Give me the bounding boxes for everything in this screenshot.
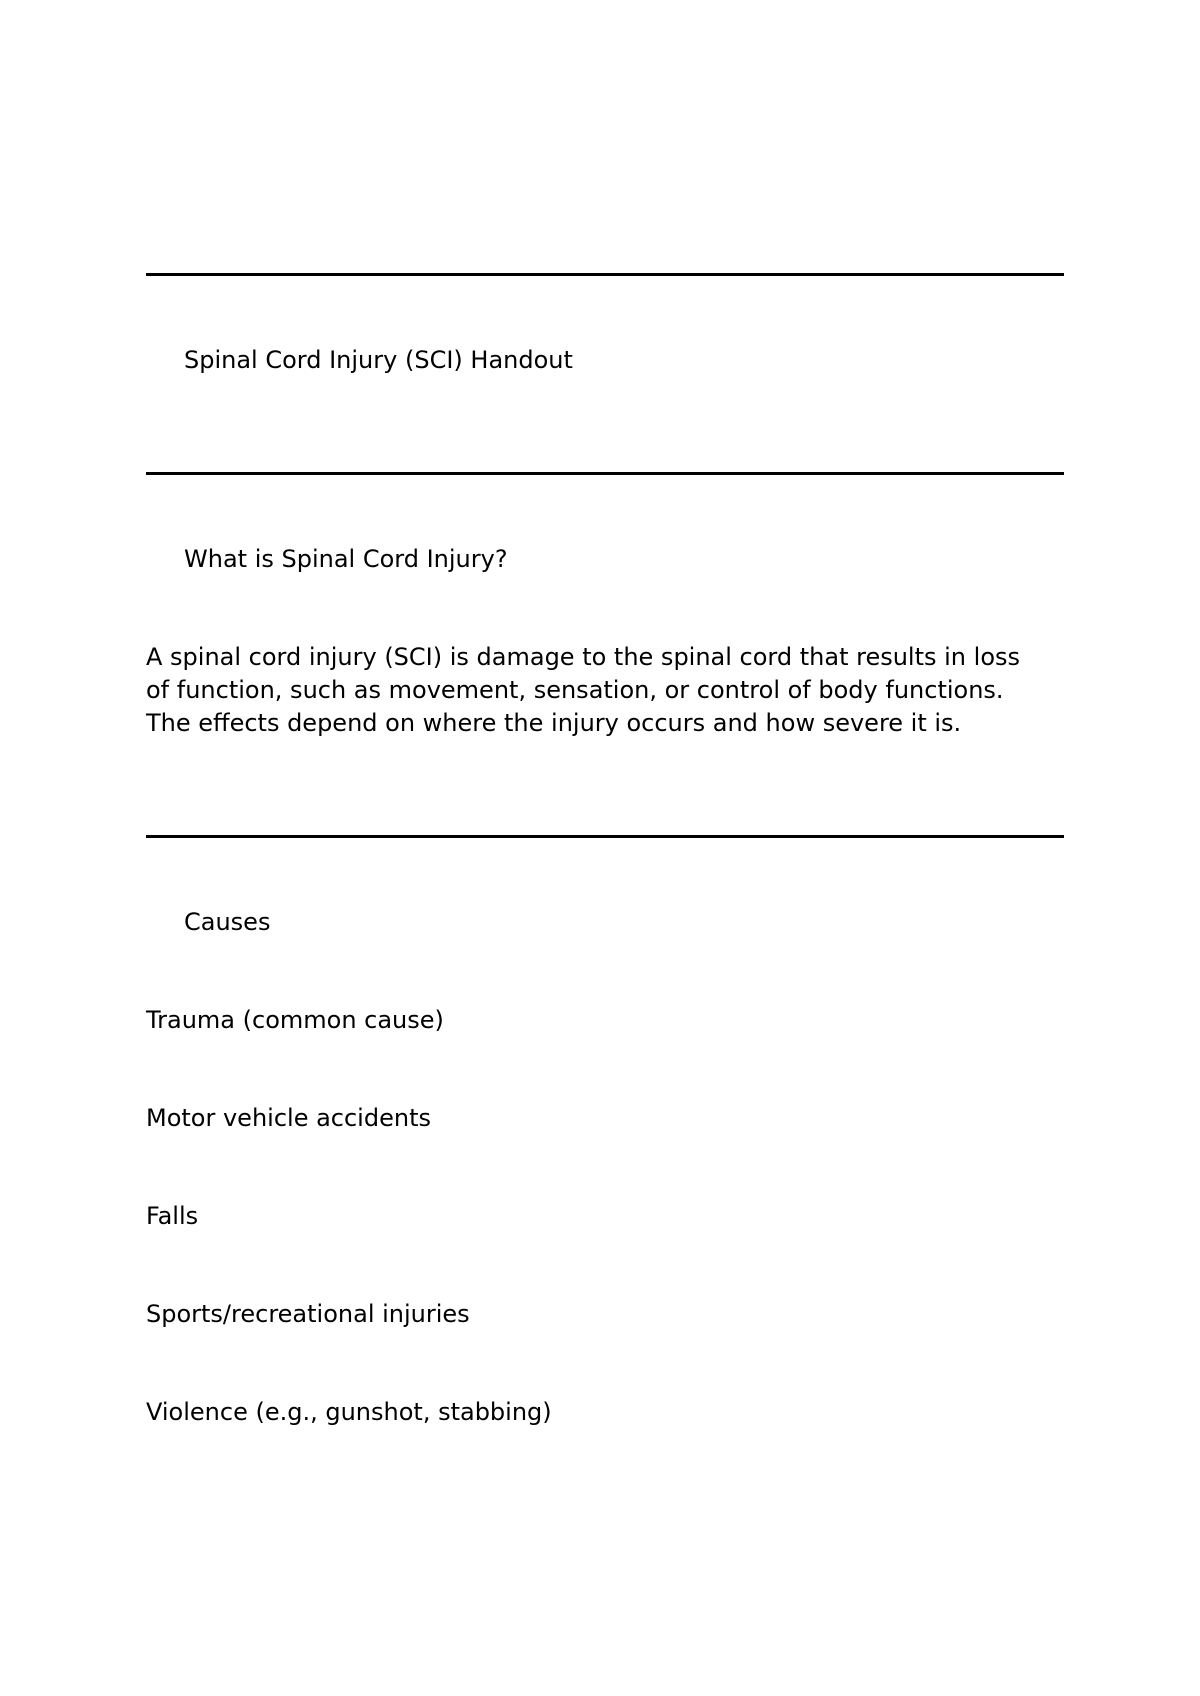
cause-item: Violence (e.g., gunshot, stabbing) [146, 1398, 552, 1426]
document-title: Spinal Cord Injury (SCI) Handout [184, 346, 573, 374]
horizontal-rule-top [146, 273, 1064, 276]
definition-paragraph [146, 641, 1064, 740]
cause-item: Falls [146, 1202, 199, 1230]
horizontal-rule-before-causes [146, 835, 1064, 838]
horizontal-rule-after-title [146, 472, 1064, 475]
section-heading-causes: Causes [184, 908, 271, 936]
paragraph-line: A spinal cord injury (SCI) is damage to the spinal cord that results in loss [146, 643, 1021, 671]
section-heading-what-is-sci: What is Spinal Cord Injury? [184, 545, 508, 573]
cause-item: Motor vehicle accidents [146, 1104, 431, 1132]
paragraph-line: The effects depend on where the injury occurs and how severe it is. [146, 709, 962, 737]
cause-item: Trauma (common cause) [146, 1006, 444, 1034]
paragraph-line: of function, such as movement, sensation, or control of body functions. [146, 676, 1004, 704]
cause-item: Sports/recreational injuries [146, 1300, 470, 1328]
